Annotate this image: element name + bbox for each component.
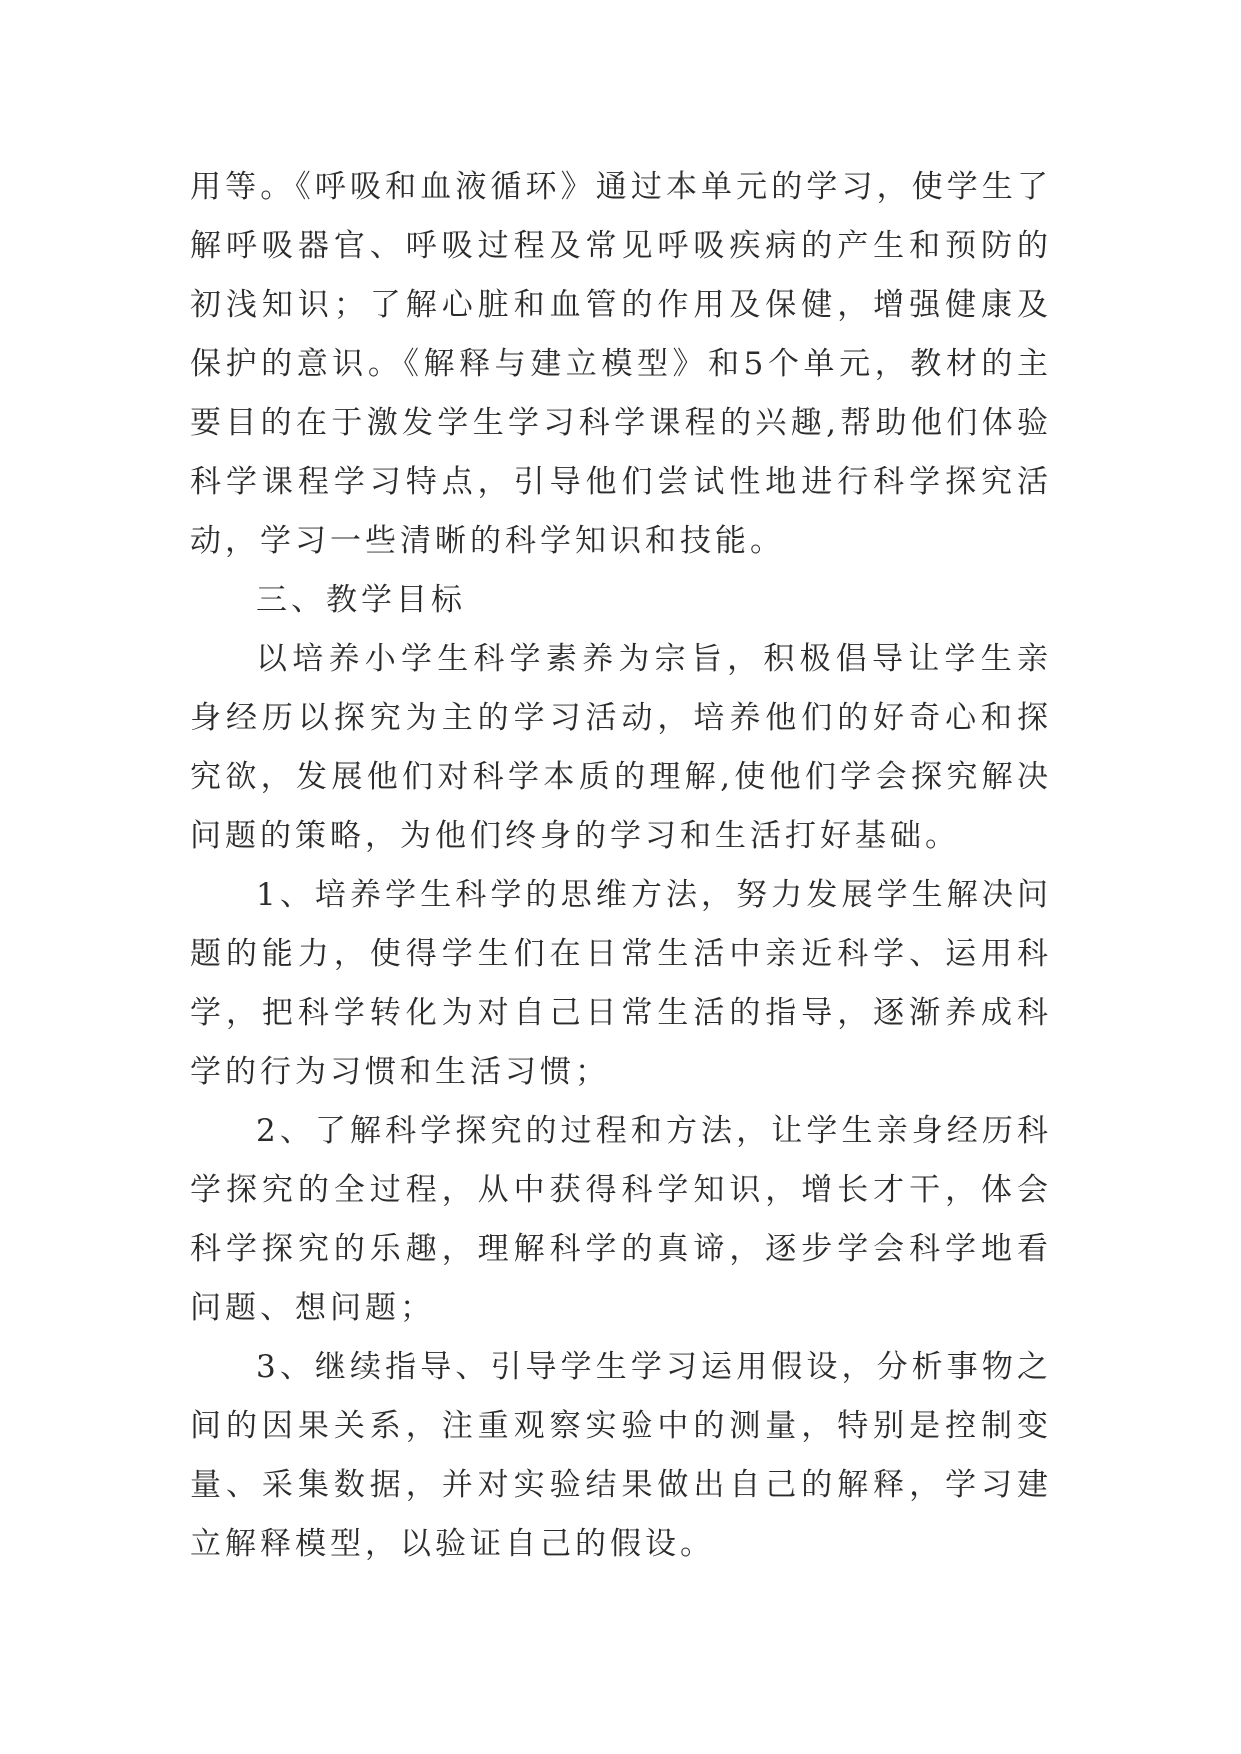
paragraph-goal-3: 3、继续指导、引导学生学习运用假设，分析事物之间的因果关系，注重观察实验中的测量，特别是控制变量、采集数据，并对实验结果做出自己的解释，学习建立解释模型，以验证自己的假设。 — [190, 1349, 1052, 1562]
paragraph-goal-1: 1、培养学生科学的思维方法，努力发展学生解决问题的能力，使得学生们在日常生活中亲近科学、运用科学，把科学转化为对自己日常生活的指导，逐渐养成科学的行为习惯和生活习惯； — [190, 877, 1052, 1090]
paragraph-goals-overview: 以培养小学生科学素养为宗旨，积极倡导让学生亲身经历以探究为主的学习活动，培养他们的好奇心和探究欲，发展他们对科学本质的理解,使他们学会探究解决问题的策略，为他们终身的学习和生活打好基础。 — [190, 641, 1052, 854]
paragraph-goal-2: 2、了解科学探究的过程和方法，让学生亲身经历科学探究的全过程，从中获得科学知识，增长才干，体会科学探究的乐趣，理解科学的真谛，逐步学会科学地看问题、想问题； — [190, 1113, 1052, 1326]
document-body — [190, 158, 1052, 1574]
paragraph-intro-continued: 用等。《呼吸和血液循环》通过本单元的学习，使学生了解呼吸器官、呼吸过程及常见呼吸疾病的产生和预防的初浅知识；了解心脏和血管的作用及保健，增强健康及保护的意识。《解释与建立模型》和5个单元，教材的主要目的在于激发学生学习科学课程的兴趣,帮助他们体验科学课程学习特点，引导他们尝试性地进行科学探究活动，学习一些清晰的科学知识和技能。 — [190, 169, 1052, 559]
section-heading-teaching-goals: 三、教学目标 — [256, 582, 466, 618]
